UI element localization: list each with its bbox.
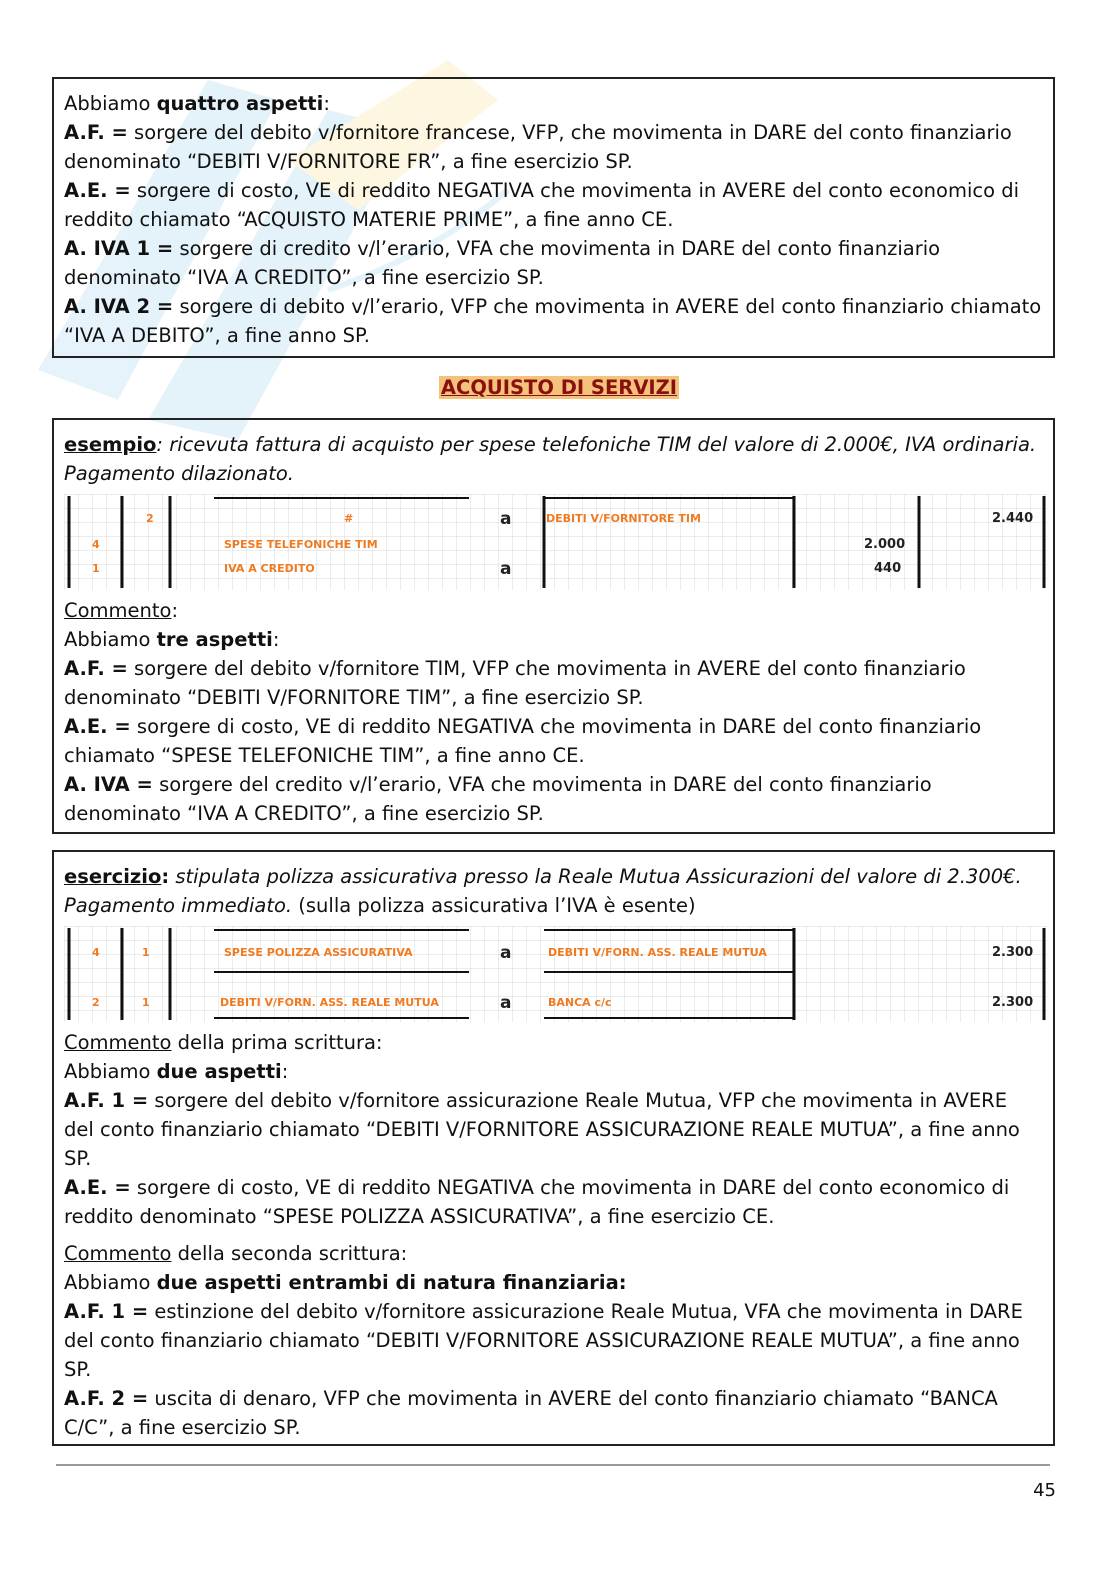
aspect-line: A. IVA 1 = sorgere di credito v/l’erario, VFA che movimenta in DARE del conto finanziario denominato “IVA A CREDITO”, a fine esercizio SP. bbox=[64, 237, 941, 289]
comment-heading: Commento della seconda scrittura: bbox=[64, 1242, 408, 1265]
example-box-services bbox=[52, 418, 1055, 834]
ledger-row-amount: 2.000 bbox=[864, 537, 906, 552]
section-title: ACQUISTO DI SERVIZI bbox=[440, 376, 678, 399]
ledger-entry-exercise bbox=[64, 926, 1047, 1022]
ledger-row-a: a bbox=[500, 559, 512, 579]
ledger-row-debit: IVA A CREDITO bbox=[224, 562, 315, 575]
ledger-row-a: a bbox=[500, 943, 512, 963]
ledger-row-amount: 440 bbox=[874, 561, 902, 576]
footer-divider bbox=[56, 1464, 1050, 1466]
ledger-row-credit: BANCA c/c bbox=[548, 996, 612, 1009]
ledger-row-num: 1 bbox=[142, 996, 150, 1009]
aspects-intro: Abbiamo tre aspetti: bbox=[64, 628, 280, 651]
ledger-row-code: 4 bbox=[92, 946, 100, 959]
aspect-line: A.F. = sorgere del debito v/fornitore francese, VFP, che movimenta in DARE del conto finanziario denominato “DEBITI V/FORNITORE FR”, a fine esercizio SP. bbox=[64, 121, 1012, 173]
ledger-row-amount: 2.440 bbox=[992, 511, 1034, 526]
exercise-statement: esercizio: stipulata polizza assicurativa presso la Reale Mutua Assicurazioni del valore di 2.300€. Pagamento immediato. (sulla polizza assicurativa l’IVA è esente) bbox=[64, 865, 1022, 917]
ledger-row-debit: SPESE TELEFONICHE TIM bbox=[224, 538, 378, 551]
ledger-row-a: a bbox=[500, 509, 512, 529]
aspect-line: A.E. = sorgere di costo, VE di reddito NEGATIVA che movimenta in DARE del conto economico di reddito denominato “SPESE POLIZZA ASSICURATIVA”, a fine esercizio CE. bbox=[64, 1176, 1010, 1228]
aspect-line: A. IVA = sorgere del credito v/l’erario, VFA che movimenta in DARE del conto finanziario denominato “IVA A CREDITO”, a fine esercizio SP. bbox=[64, 773, 932, 825]
ledger-row-debit: SPESE POLIZZA ASSICURATIVA bbox=[224, 946, 413, 959]
aspect-line: A.F. 1 = sorgere del debito v/fornitore assicurazione Reale Mutua, VFP che movimenta in AVERE del conto finanziario chiamato “DEBITI V/FORNITORE ASSICURAZIONE REALE MUTUA”, a fine anno SP. bbox=[64, 1089, 1020, 1170]
ledger-row-code: 1 bbox=[92, 562, 100, 575]
aspect-line: A.E. = sorgere di costo, VE di reddito NEGATIVA che movimenta in AVERE del conto economico di reddito chiamato “ACQUISTO MATERIE PRIME”, a fine anno CE. bbox=[64, 179, 1020, 231]
ledger-row-code: 2 bbox=[92, 996, 100, 1009]
aspects-box-purchase-goods bbox=[52, 77, 1055, 358]
ledger-row-credit: DEBITI V/FORNITORE TIM bbox=[546, 512, 701, 525]
aspect-line: A.F. 1 = estinzione del debito v/fornitore assicurazione Reale Mutua, VFA che movimenta in DARE del conto finanziario chiamato “DEBITI V/FORNITORE ASSICURAZIONE REALE MUTUA”, a fine anno SP. bbox=[64, 1300, 1023, 1381]
ledger-row-num: 2 bbox=[146, 512, 154, 525]
page-number: 45 bbox=[1033, 1480, 1056, 1501]
ledger-row-code: 4 bbox=[92, 538, 100, 551]
comment-heading: Commento della prima scrittura: bbox=[64, 1031, 383, 1054]
ledger-row-a: a bbox=[500, 993, 512, 1013]
exercise-box-insurance bbox=[52, 850, 1055, 1446]
ledger-row-amount: 2.300 bbox=[992, 995, 1034, 1010]
aspects-intro: Abbiamo quattro aspetti: bbox=[64, 92, 330, 115]
aspect-line: A.E. = sorgere di costo, VE di reddito NEGATIVA che movimenta in DARE del conto finanziario chiamato “SPESE TELEFONICHE TIM”, a fine anno CE. bbox=[64, 715, 982, 767]
ledger-row-debit: # bbox=[344, 512, 354, 525]
ledger-row-amount: 2.300 bbox=[992, 945, 1034, 960]
aspects-intro: Abbiamo due aspetti entrambi di natura finanziaria: bbox=[64, 1271, 627, 1294]
comment-heading: Commento: bbox=[64, 599, 179, 622]
ledger-entry-example bbox=[64, 494, 1047, 590]
aspect-line: A.F. = sorgere del debito v/fornitore TIM, VFP che movimenta in AVERE del conto finanziario denominato “DEBITI V/FORNITORE TIM”, a fine esercizio SP. bbox=[64, 657, 966, 709]
ledger-row-credit: DEBITI V/FORN. ASS. REALE MUTUA bbox=[548, 946, 767, 959]
aspect-line: A. IVA 2 = sorgere di debito v/l’erario, VFP che movimenta in AVERE del conto finanziario chiamato “IVA A DEBITO”, a fine anno SP. bbox=[64, 295, 1042, 347]
ledger-row-debit: DEBITI V/FORN. ASS. REALE MUTUA bbox=[220, 996, 439, 1009]
aspect-line: A.F. 2 = uscita di denaro, VFP che movimenta in AVERE del conto finanziario chiamato “BANCA C/C”, a fine esercizio SP. bbox=[64, 1387, 998, 1439]
aspects-intro: Abbiamo due aspetti: bbox=[64, 1060, 289, 1083]
example-statement: esempio: ricevuta fattura di acquisto per spese telefoniche TIM del valore di 2.000€, IVA ordinaria. Pagamento dilazionato. bbox=[64, 433, 1037, 485]
ledger-row-num: 1 bbox=[142, 946, 150, 959]
